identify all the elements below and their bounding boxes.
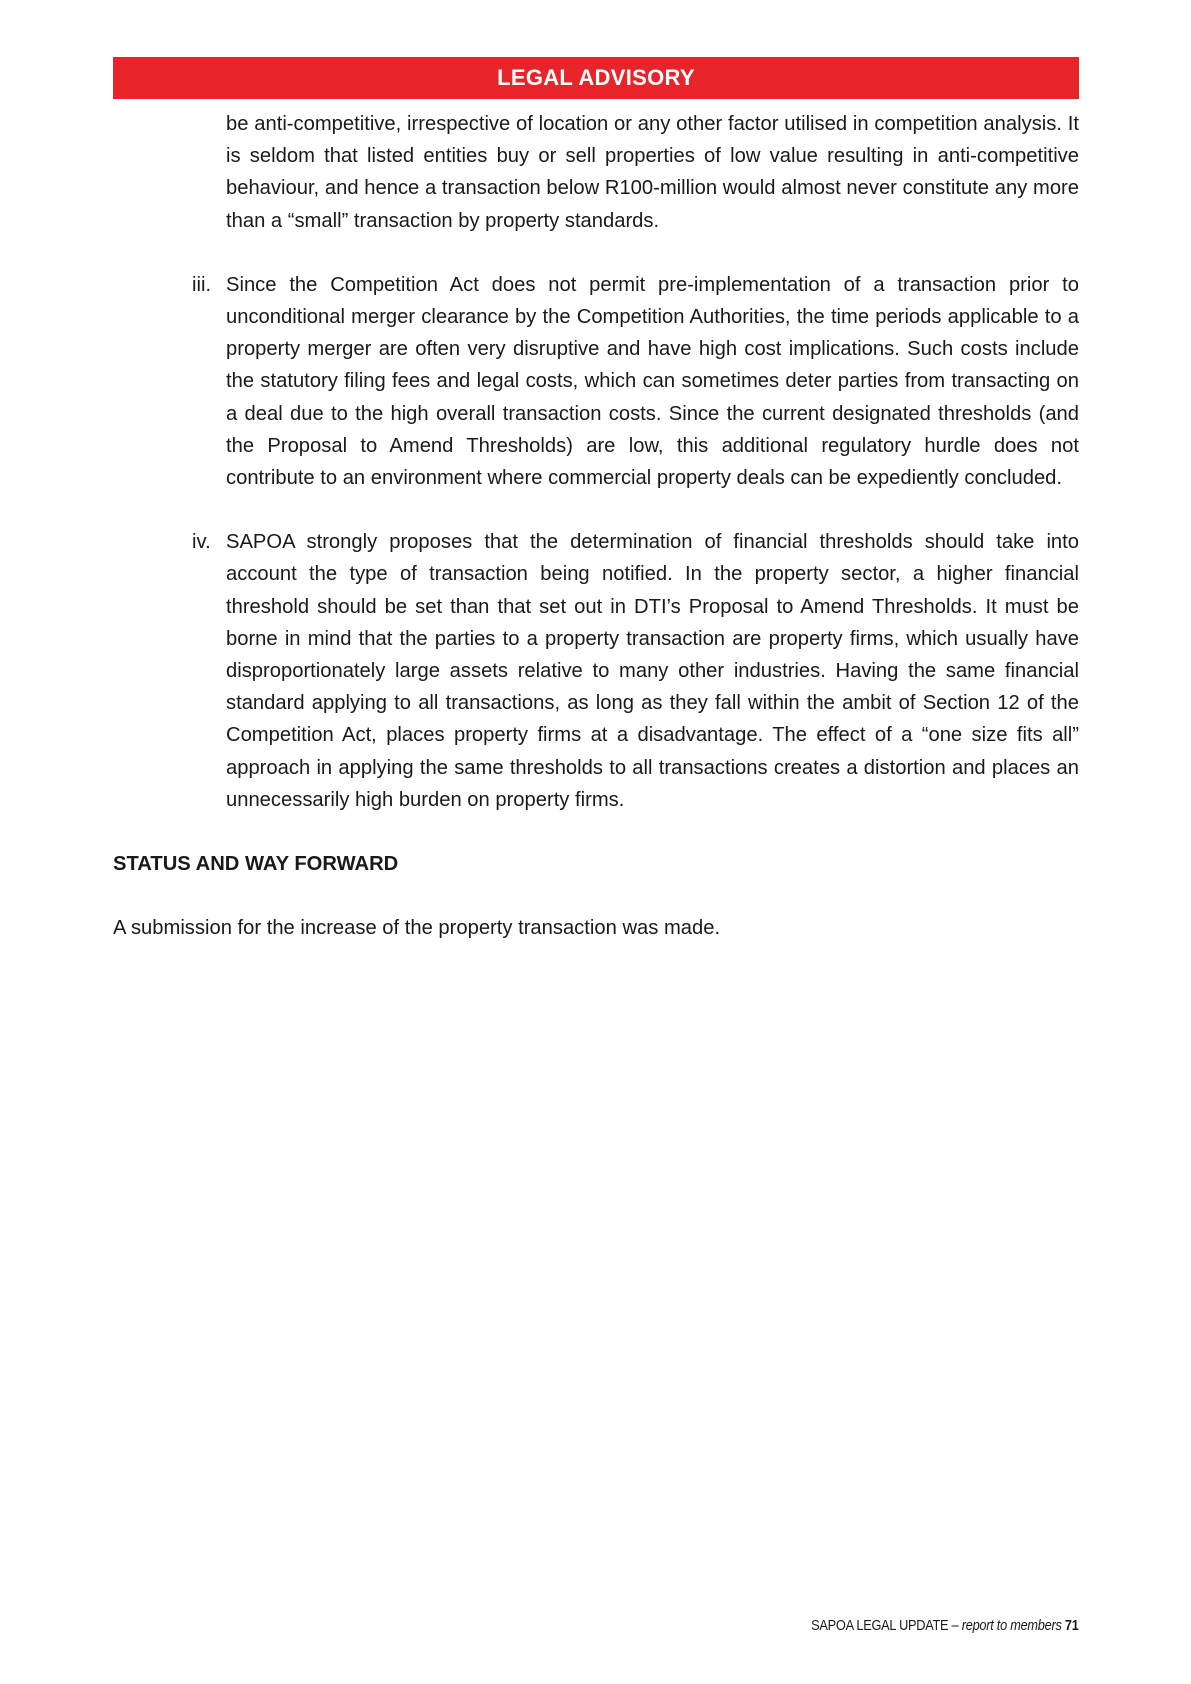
list-item-iii — [113, 269, 1079, 494]
list-item-text: Since the Competition Act does not permit pre-implementation of a transaction prior to unconditional merger clearance by the Competition Authorities, the time periods applicable to a property merger are often very disruptive and have high cost implications. Such costs include the statutory filing fees and legal costs, which can sometimes deter parties from transacting on a deal due to the high overall transaction costs. Since the current designated thresholds (and the Proposal to Amend Thresholds) are low, this additional regulatory hurdle does not contribute to an environment where commercial property deals can be expediently concluded. — [226, 273, 1079, 490]
list-item-text: SAPOA strongly proposes that the determination of financial thresholds should take into account the type of transaction being notified. In the property sector, a higher financial threshold should be set than that set out in DTI’s Proposal to Amend Thresholds. It must be borne in mind that the parties to a property transaction are property firms, which usually have disproportionately large assets relative to many other industries. Having the same financial standard applying to all transactions, as long as they fall within the ambit of Section 12 of the Competition Act, places property firms at a disadvantage. The effect of a “one size fits all” approach in applying the same thresholds to all transactions creates a distortion and places an unnecessarily high burden on property firms. — [226, 531, 1079, 811]
footer-separator: – — [948, 1617, 963, 1634]
list-marker: iii. — [192, 273, 212, 296]
section-header-bar — [113, 57, 1079, 99]
section-heading — [113, 848, 1079, 880]
footer-publication: SAPOA LEGAL UPDATE — [811, 1617, 949, 1634]
page-number: 71 — [1065, 1617, 1079, 1634]
footer-subtitle: report to members — [962, 1617, 1063, 1634]
section-heading-text: STATUS AND WAY FORWARD — [113, 853, 399, 876]
closing-paragraph: A submission for the increase of the property transaction was made. — [113, 917, 721, 940]
list-marker: iv. — [192, 531, 211, 554]
document-body — [113, 108, 1079, 944]
section-header-title: LEGAL ADVISORY — [497, 65, 695, 90]
page-footer — [764, 1617, 1079, 1634]
list-item-iv — [113, 526, 1079, 816]
footer-text — [812, 1617, 1079, 1634]
continuation-paragraph: be anti-competitive, irrespective of location or any other factor utilised in competition analysis. It is seldom that listed entities buy or sell properties of low value resulting in anti-competitive behaviour, and hence a transaction below R100-million would almost never constitute any more than a “small” transaction by property standards. — [226, 113, 1079, 232]
